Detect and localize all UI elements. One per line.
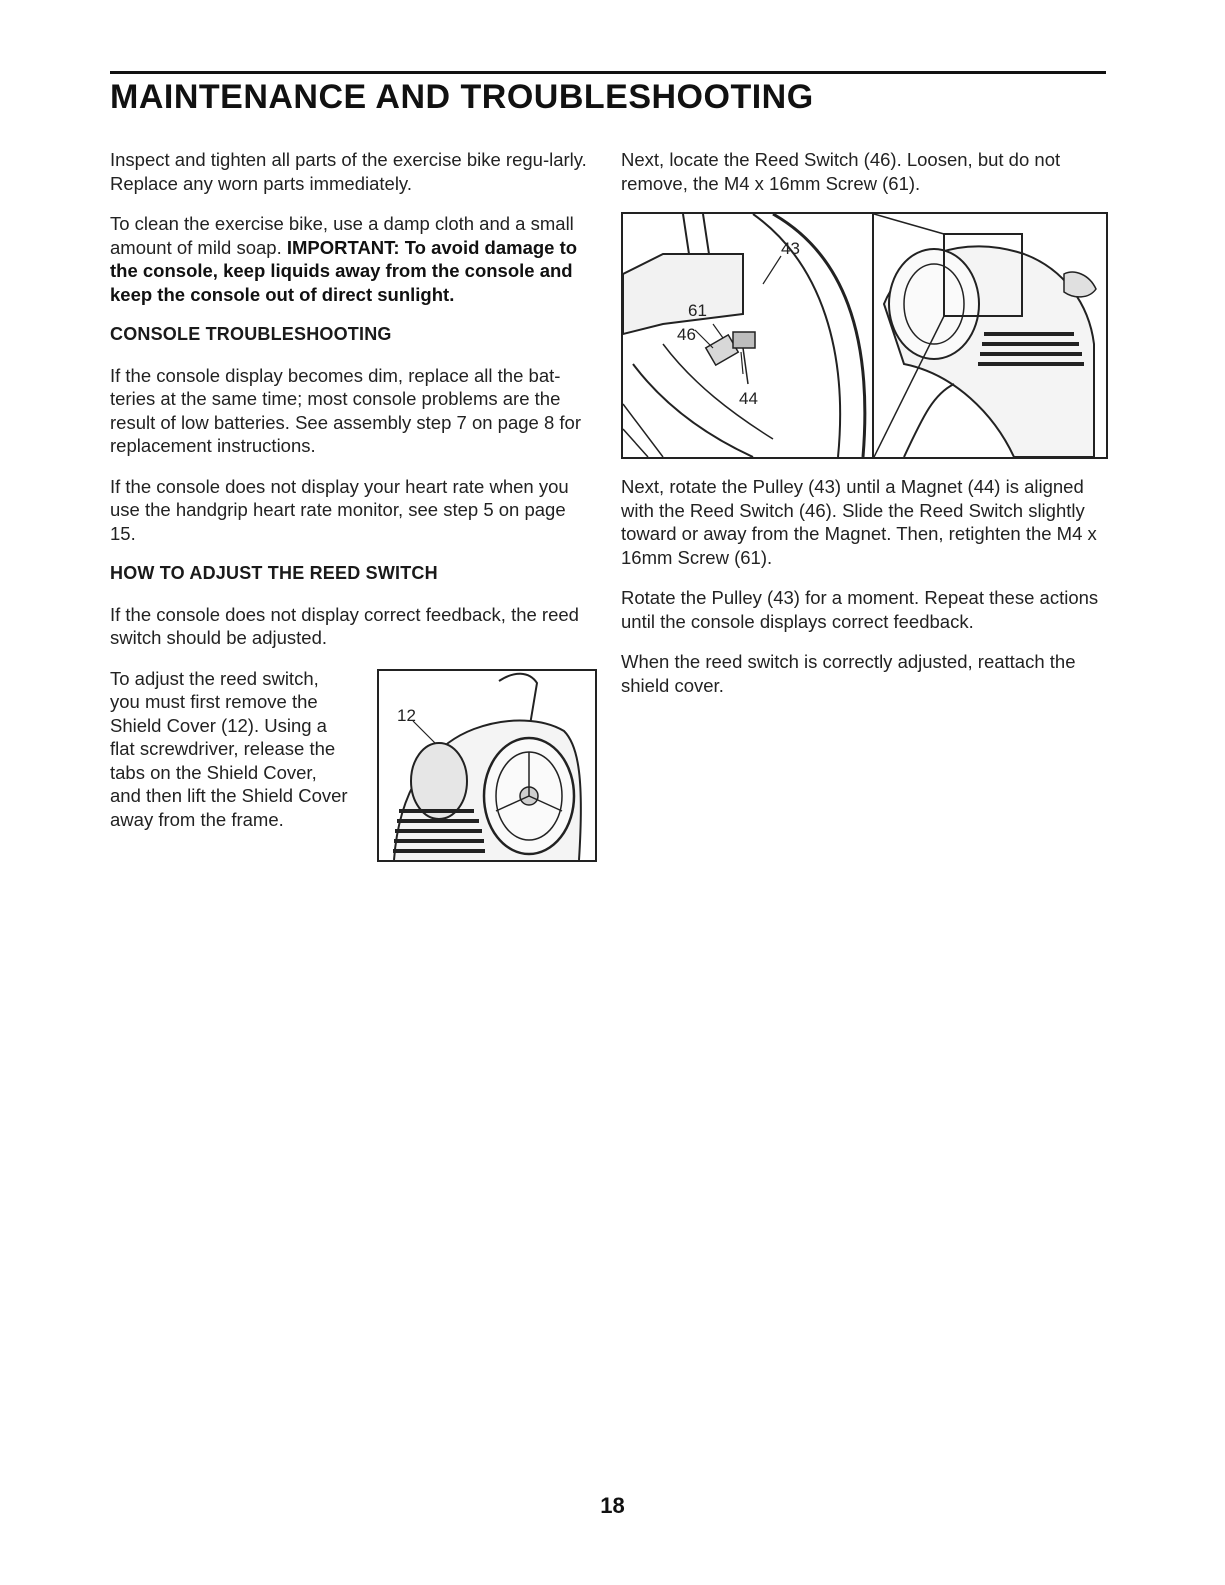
reed-switch-heading: HOW TO ADJUST THE REED SWITCH — [110, 563, 438, 583]
shield-cover-paragraph: To adjust the reed switch, you must first remove the Shield Cover (12). Using a flat screwdriver, release the tabs on the Shield Cover, and then lift the Shield Cover away from the frame. — [110, 667, 348, 830]
page-title: MAINTENANCE AND TROUBLESHOOTING — [110, 78, 814, 116]
locate-reed-switch-paragraph: Next, locate the Reed Switch (46). Loosen, but do not remove, the M4 x 16mm Screw (61). — [621, 149, 1061, 194]
callout-46: 46 — [677, 325, 696, 344]
shield-cover-illustration — [377, 669, 597, 862]
shield-cover-row — [110, 667, 595, 887]
dim-display-paragraph: If the console display becomes dim, replace all the bat-teries at the same time; most console problems are the result of low batteries. See assembly step 7 on page 8 for replacement instructions. — [110, 364, 581, 456]
shield-cover-drawing — [379, 671, 595, 860]
callout-61: 61 — [688, 301, 707, 320]
page-number: 18 — [600, 1493, 625, 1518]
console-troubleshooting-heading: CONSOLE TROUBLESHOOTING — [110, 324, 392, 344]
inspect-paragraph: Inspect and tighten all parts of the exercise bike regu-larly. Replace any worn parts immediately. — [110, 149, 587, 194]
heart-rate-paragraph: If the console does not display your heart rate when you use the handgrip heart rate monitor, see step 5 on page 15. — [110, 475, 569, 544]
callout-43: 43 — [781, 239, 800, 258]
reattach-cover-paragraph: When the reed switch is correctly adjusted, reattach the shield cover. — [621, 651, 1076, 696]
repeat-actions-paragraph: Rotate the Pulley (43) for a moment. Repeat these actions until the console displays correct feedback. — [621, 587, 1099, 632]
reed-switch-figure — [621, 212, 1106, 458]
left-column — [110, 148, 595, 887]
right-column — [621, 148, 1106, 714]
cleaning-paragraph — [110, 212, 595, 306]
cleaning-text: To clean the exercise bike, use a damp cloth and a small amount of mild soap. — [110, 213, 574, 258]
reed-switch-detail-illustration — [621, 212, 876, 459]
rotate-pulley-paragraph: Next, rotate the Pulley (43) until a Magnet (44) is aligned with the Reed Switch (46). Slide the Reed Switch slightly toward or away from the Magnet. Then, retighten the M4 x 16mm Screw (61). — [621, 476, 1097, 568]
important-warning: IMPORTANT: To avoid damage to the console, keep liquids away from the console and keep the console out of direct sunlight. — [110, 236, 578, 305]
bike-overview-illustration — [872, 212, 1108, 459]
bike-overview-drawing — [874, 214, 1106, 457]
callout-44: 44 — [739, 389, 758, 408]
callout-12: 12 — [397, 705, 416, 725]
feedback-paragraph: If the console does not display correct feedback, the reed switch should be adjusted. — [110, 603, 579, 648]
reed-switch-detail-drawing — [623, 214, 874, 457]
